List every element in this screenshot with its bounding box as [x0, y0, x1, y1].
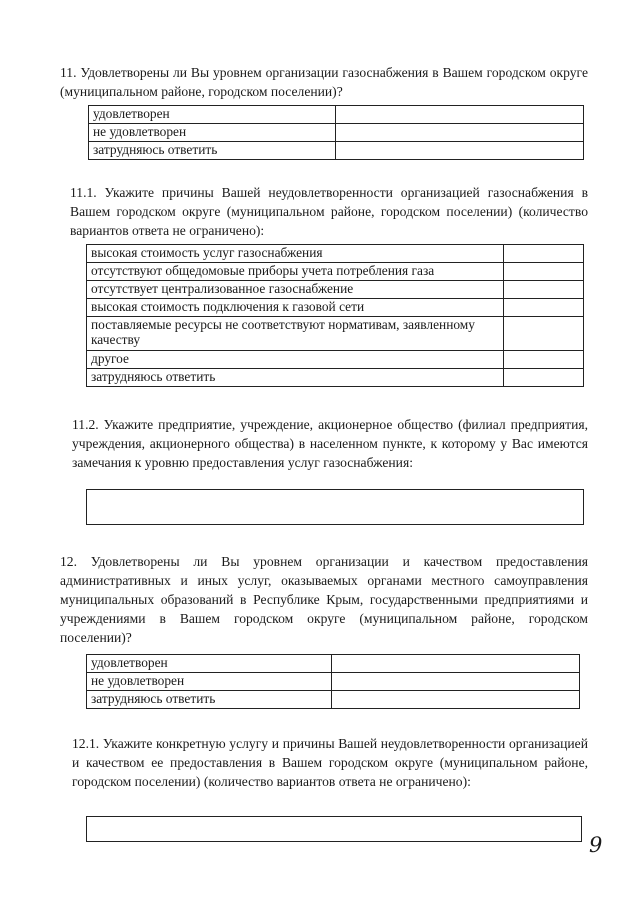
option-label: не удовлетворен	[89, 124, 336, 142]
question-12	[60, 552, 588, 647]
page-number: 9	[589, 833, 603, 857]
option-label: другое	[87, 351, 504, 369]
option-label: не удовлетворен	[87, 673, 332, 691]
option-checkbox[interactable]	[336, 142, 584, 160]
question-11-options	[88, 105, 584, 160]
question-12-options	[86, 654, 580, 709]
option-checkbox[interactable]	[504, 281, 584, 299]
option-checkbox[interactable]	[504, 245, 584, 263]
question-11-1-text: 11.1. Укажите причины Вашей неудовлетворенности организацией газоснабжения в Вашем городском округе (муниципальном районе, городском поселении) (количество вариантов ответа не ограничено):	[70, 185, 588, 238]
option-checkbox[interactable]	[336, 124, 584, 142]
option-label: удовлетворен	[87, 655, 332, 673]
option-label: поставляемые ресурсы не соответствуют нормативам, заявленному качеству	[87, 317, 504, 351]
question-12-text: 12. Удовлетворены ли Вы уровнем организации и качеством предоставления административных и иных услуг, оказываемых органами местного самоуправления муниципальных образований в Республике Крым, государственными предприятиями и учреждениями в Вашем городском округе (муниципальном районе, городском поселении)?	[60, 554, 588, 645]
option-label: затрудняюсь ответить	[89, 142, 336, 160]
question-12-1-text: 12.1. Укажите конкретную услугу и причины Вашей неудовлетворенности организацией и качеством ее предоставления в Вашем городском округе (муниципальном районе, городском поселении) (количество вариантов ответа не ограничено):	[72, 736, 588, 789]
question-12-1	[72, 734, 588, 791]
option-checkbox[interactable]	[504, 369, 584, 387]
option-row[interactable]	[89, 106, 584, 124]
question-11-1	[70, 183, 588, 240]
option-row[interactable]	[87, 263, 584, 281]
option-row[interactable]	[87, 299, 584, 317]
question-11-2-text: 11.2. Укажите предприятие, учреждение, акционерное общество (филиал предприятия, учреждения, акционерного общества) в населенном пункте, к которому у Вас имеются замечания к уровню предоставления услуг газоснабжения:	[72, 417, 588, 470]
option-label: удовлетворен	[89, 106, 336, 124]
option-row[interactable]	[87, 369, 584, 387]
option-row[interactable]	[87, 691, 580, 709]
option-row[interactable]	[87, 317, 584, 351]
option-label: затрудняюсь ответить	[87, 369, 504, 387]
option-row[interactable]	[87, 245, 584, 263]
option-checkbox[interactable]	[332, 691, 580, 709]
option-row[interactable]	[87, 351, 584, 369]
option-row[interactable]	[87, 281, 584, 299]
option-checkbox[interactable]	[504, 317, 584, 351]
option-label: высокая стоимость подключения к газовой сети	[87, 299, 504, 317]
option-row[interactable]	[87, 655, 580, 673]
question-11-text: 11. Удовлетворены ли Вы уровнем организации газоснабжения в Вашем городском округе (муниципальном районе, городском поселении)?	[60, 65, 588, 99]
option-row[interactable]	[87, 673, 580, 691]
option-checkbox[interactable]	[332, 673, 580, 691]
option-row[interactable]	[89, 124, 584, 142]
option-checkbox[interactable]	[504, 351, 584, 369]
option-checkbox[interactable]	[504, 263, 584, 281]
option-label: затрудняюсь ответить	[87, 691, 332, 709]
question-11-2	[72, 415, 588, 472]
option-checkbox[interactable]	[504, 299, 584, 317]
answer-field-12-1[interactable]	[86, 816, 582, 842]
option-label: высокая стоимость услуг газоснабжения	[87, 245, 504, 263]
option-checkbox[interactable]	[332, 655, 580, 673]
answer-field-11-2[interactable]	[86, 489, 584, 525]
option-label: отсутствует централизованное газоснабжение	[87, 281, 504, 299]
option-row[interactable]	[89, 142, 584, 160]
option-checkbox[interactable]	[336, 106, 584, 124]
question-11	[60, 63, 588, 101]
option-label: отсутствуют общедомовые приборы учета потребления газа	[87, 263, 504, 281]
question-11-1-options	[86, 244, 584, 387]
